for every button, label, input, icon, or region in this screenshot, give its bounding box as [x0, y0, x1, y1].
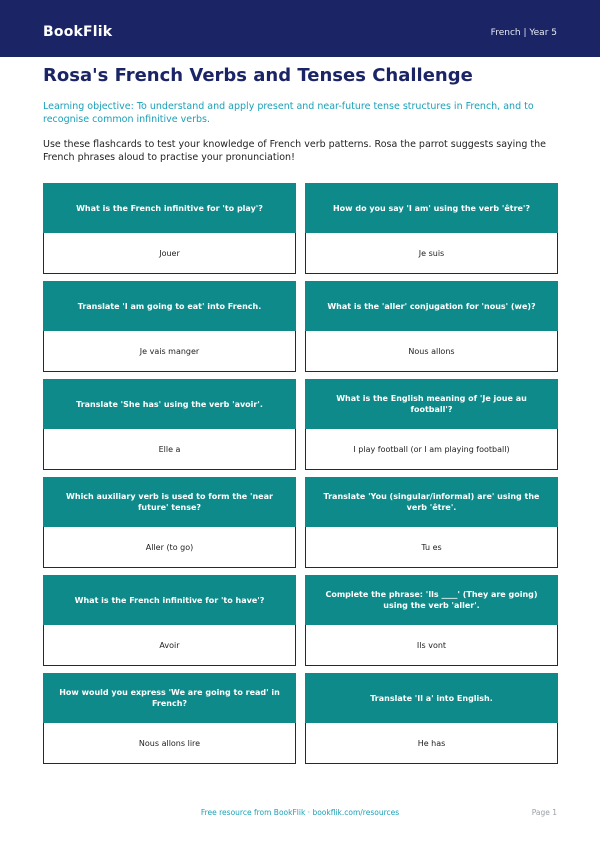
flashcard-question: Translate 'She has' using the verb 'avoir'. — [43, 379, 296, 429]
flashcard-grid — [43, 183, 558, 764]
flashcard-question: How would you express 'We are going to read' in French? — [43, 673, 296, 723]
flashcard-question: What is the French infinitive for 'to have'? — [43, 575, 296, 625]
flashcard[interactable] — [43, 379, 296, 470]
flashcard-answer: I play football (or I am playing football) — [305, 429, 558, 470]
flashcard[interactable] — [305, 673, 558, 764]
flashcard[interactable] — [305, 477, 558, 568]
flashcard-question: What is the English meaning of 'Je joue au football'? — [305, 379, 558, 429]
flashcard[interactable] — [43, 575, 296, 666]
flashcard-question: What is the 'aller' conjugation for 'nous' (we)? — [305, 281, 558, 331]
footer-link[interactable]: Free resource from BookFlik · bookflik.com/resources — [200, 808, 400, 817]
flashcard-question: Complete the phrase: 'Ils ____' (They are going) using the verb 'aller'. — [305, 575, 558, 625]
flashcard-question: Which auxiliary verb is used to form the 'near future' tense? — [43, 477, 296, 527]
page-number: Page 1 — [531, 808, 557, 817]
flashcard-answer: He has — [305, 723, 558, 764]
flashcard[interactable] — [305, 183, 558, 274]
flashcard[interactable] — [305, 575, 558, 666]
flashcard[interactable] — [305, 379, 558, 470]
flashcard-question: How do you say 'I am' using the verb 'être'? — [305, 183, 558, 233]
page-header — [0, 0, 600, 57]
flashcard-answer: Je vais manger — [43, 331, 296, 372]
flashcard-answer: Jouer — [43, 233, 296, 274]
flashcard[interactable] — [305, 281, 558, 372]
flashcard-question: Translate 'Il a' into English. — [305, 673, 558, 723]
flashcard-answer: Aller (to go) — [43, 527, 296, 568]
learning-objective: Learning objective: To understand and apply present and near-future tense structures in French, and to recognise common infinitive verbs. — [43, 101, 534, 125]
flashcard-question: Translate 'I am going to eat' into French. — [43, 281, 296, 331]
intro-text: Use these flashcards to test your knowledge of French verb patterns. Rosa the parrot suggests saying the French phrases aloud to practise your pronunciation! — [43, 139, 546, 163]
page-title: Rosa's French Verbs and Tenses Challenge — [43, 65, 473, 86]
flashcard-answer: Tu es — [305, 527, 558, 568]
flashcard[interactable] — [43, 281, 296, 372]
flashcard-answer: Ils vont — [305, 625, 558, 666]
flashcard[interactable] — [43, 477, 296, 568]
flashcard-answer: Je suis — [305, 233, 558, 274]
flashcard-answer: Elle a — [43, 429, 296, 470]
flashcard[interactable] — [43, 673, 296, 764]
flashcard-answer: Nous allons lire — [43, 723, 296, 764]
flashcard-question: What is the French infinitive for 'to play'? — [43, 183, 296, 233]
flashcard-answer: Avoir — [43, 625, 296, 666]
flashcard-question: Translate 'You (singular/informal) are' using the verb 'être'. — [305, 477, 558, 527]
flashcard-answer: Nous allons — [305, 331, 558, 372]
flashcard[interactable] — [43, 183, 296, 274]
subject-year-label: French | Year 5 — [490, 28, 557, 38]
brand-logo[interactable]: BookFlik — [43, 24, 113, 40]
